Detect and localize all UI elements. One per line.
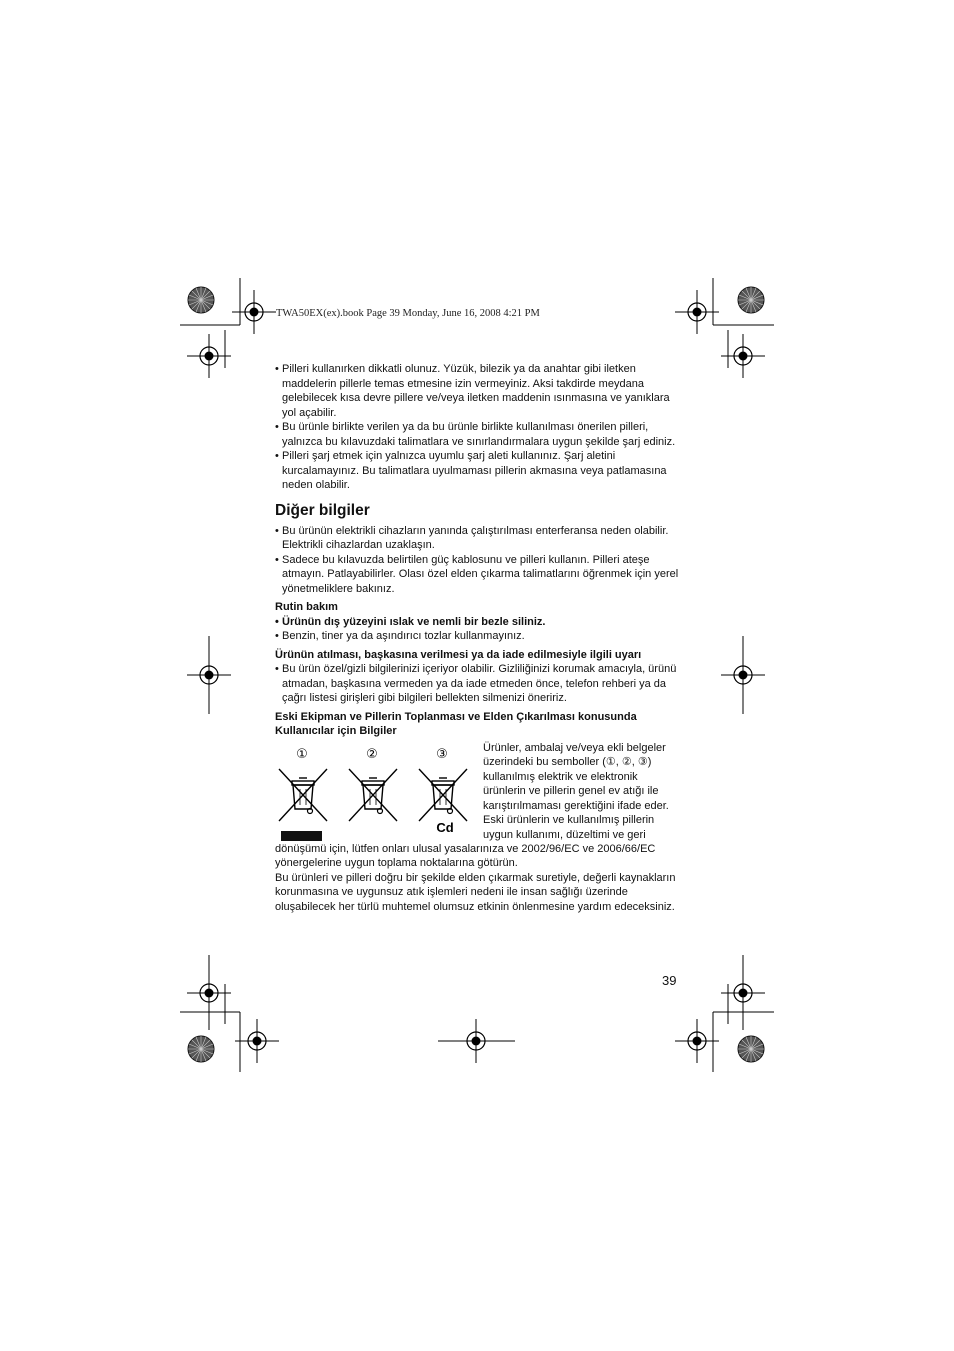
disposal-heading: Ürünün atılması, başkasına verilmesi ya da iade edilmesiyle ilgili uyarı — [275, 648, 642, 661]
weee-side-text: Ürünler, ambalaj ve/veya ekli belgeler üzerindeki bu semboller (①, ②, ③) kullanılmış elektrik ve elektronik ürünlerin ve pillerin genel ev atığı ile karıştırılmaması gerektiğini ifade eder. Eski ürünlerin ve kullanılmış pillerin uygun kullanımı, düzeltimi ve geri — [483, 741, 669, 841]
crossed-bin-icon — [419, 769, 467, 821]
maintenance-heading: Rutin bakım — [275, 601, 338, 613]
registration-mark-icon — [235, 1019, 279, 1063]
cd-label: Cd — [436, 819, 454, 835]
battery-warning-item: • Pilleri kullanırken dikkatli olunuz. Yüzük, bilezik ya da anahtar gibi iletken maddelerin pillerle temas etmesine izin vermeyiniz. Aksi takdirde meydana gelebilecek kısa devre pillere ve/veya iletken maddenin ısınmasına ve yanıklara yol açabilir. — [275, 362, 683, 420]
disposal-item: • Bu ürün özel/gizli bilgilerinizi içeriyor olabilir. Gizliliğinizi korumak amacıyla, ürünü atmadan, başkasına vermeden ya da iade etmeden önce, telefon rehberi ya da çağrı listesi girişleri gibi bilgileri bellekten silmenizi öneririz. — [275, 662, 683, 706]
weee-continuation: dönüşümü için, lütfen onları ulusal yasalarınıza ve 2002/96/EC ve 2006/66/EC yönergelerine uygun toplama noktalarına götürün. — [275, 842, 656, 869]
page-content — [275, 362, 683, 914]
maintenance-bold-item: • Ürünün dış yüzeyini ıslak ve nemli bir bezle siliniz. — [275, 615, 683, 630]
weee-symbols — [275, 745, 481, 842]
registration-star-icon — [738, 1036, 764, 1062]
registration-mark-icon — [675, 290, 719, 334]
page-number: 39 — [662, 973, 677, 988]
solid-bar-icon — [281, 831, 322, 841]
registration-mark-icon — [187, 334, 231, 378]
weee-heading: Eski Ekipman ve Pillerin Toplanması ve Elden Çıkarılması konusunda Kullanıcılar için Bilgiler — [275, 710, 637, 737]
maintenance-item: • Benzin, tiner ya da aşındırıcı tozlar kullanmayınız. — [275, 629, 683, 644]
weee-symbols-block — [275, 741, 683, 842]
battery-warning-item: • Bu ürünle birlikte verilen ya da bu ürünle birlikte kullanılması önerilen pilleri, yalnızca bu kılavuzdaki talimatlara ve sınırlandırmalara uygun şekilde şarj ediniz. — [275, 420, 683, 449]
symbol-number-2: ② — [366, 746, 378, 762]
registration-star-icon — [188, 287, 214, 313]
crossed-bin-icon — [279, 769, 327, 821]
weee-paragraph: Bu ürünleri ve pilleri doğru bir şekilde elden çıkarmak suretiyle, değerli kaynakların korunmasına ve uygunsuz atık işlemleri nedeni ile insan sağlığı üzerinde oluşabilecek her türlü muhtemel olumsuz etkinin önlenmesine yardım edeceksiniz. — [275, 871, 676, 913]
crossed-bin-icon — [349, 769, 397, 821]
book-header: TWA50EX(ex).book Page 39 Monday, June 16, 2008 4:21 PM — [276, 308, 540, 319]
other-info-item: • Sadece bu kılavuzda belirtilen güç kablosunu ve pilleri kullanın. Pilleri ateşe atmayın. Patlayabilirler. Olası özel elden çıkarma talimatlarını öğrenmek için yerel yönetmeliklere bakınız. — [275, 553, 683, 597]
registration-star-icon — [738, 287, 764, 313]
registration-mark-icon — [675, 1019, 719, 1063]
symbol-number-1: ① — [296, 746, 308, 762]
registration-mark-icon — [232, 290, 276, 334]
other-info-item: • Bu ürünün elektrikli cihazların yanında çalıştırılması enterferansa neden olabilir. Elektrikli cihazlardan uzaklaşın. — [275, 524, 683, 553]
battery-warning-item: • Pilleri şarj etmek için yalnızca uyumlu şarj aleti kullanınız. Şarj aletini kurcalamayınız. Bu talimatlara uyulmaması pillerin akmasına veya patlamasına neden olabilir. — [275, 449, 683, 493]
section-title-other-info: Diğer bilgiler — [275, 501, 370, 519]
registration-star-icon — [188, 1036, 214, 1062]
symbol-number-3: ③ — [436, 746, 448, 762]
